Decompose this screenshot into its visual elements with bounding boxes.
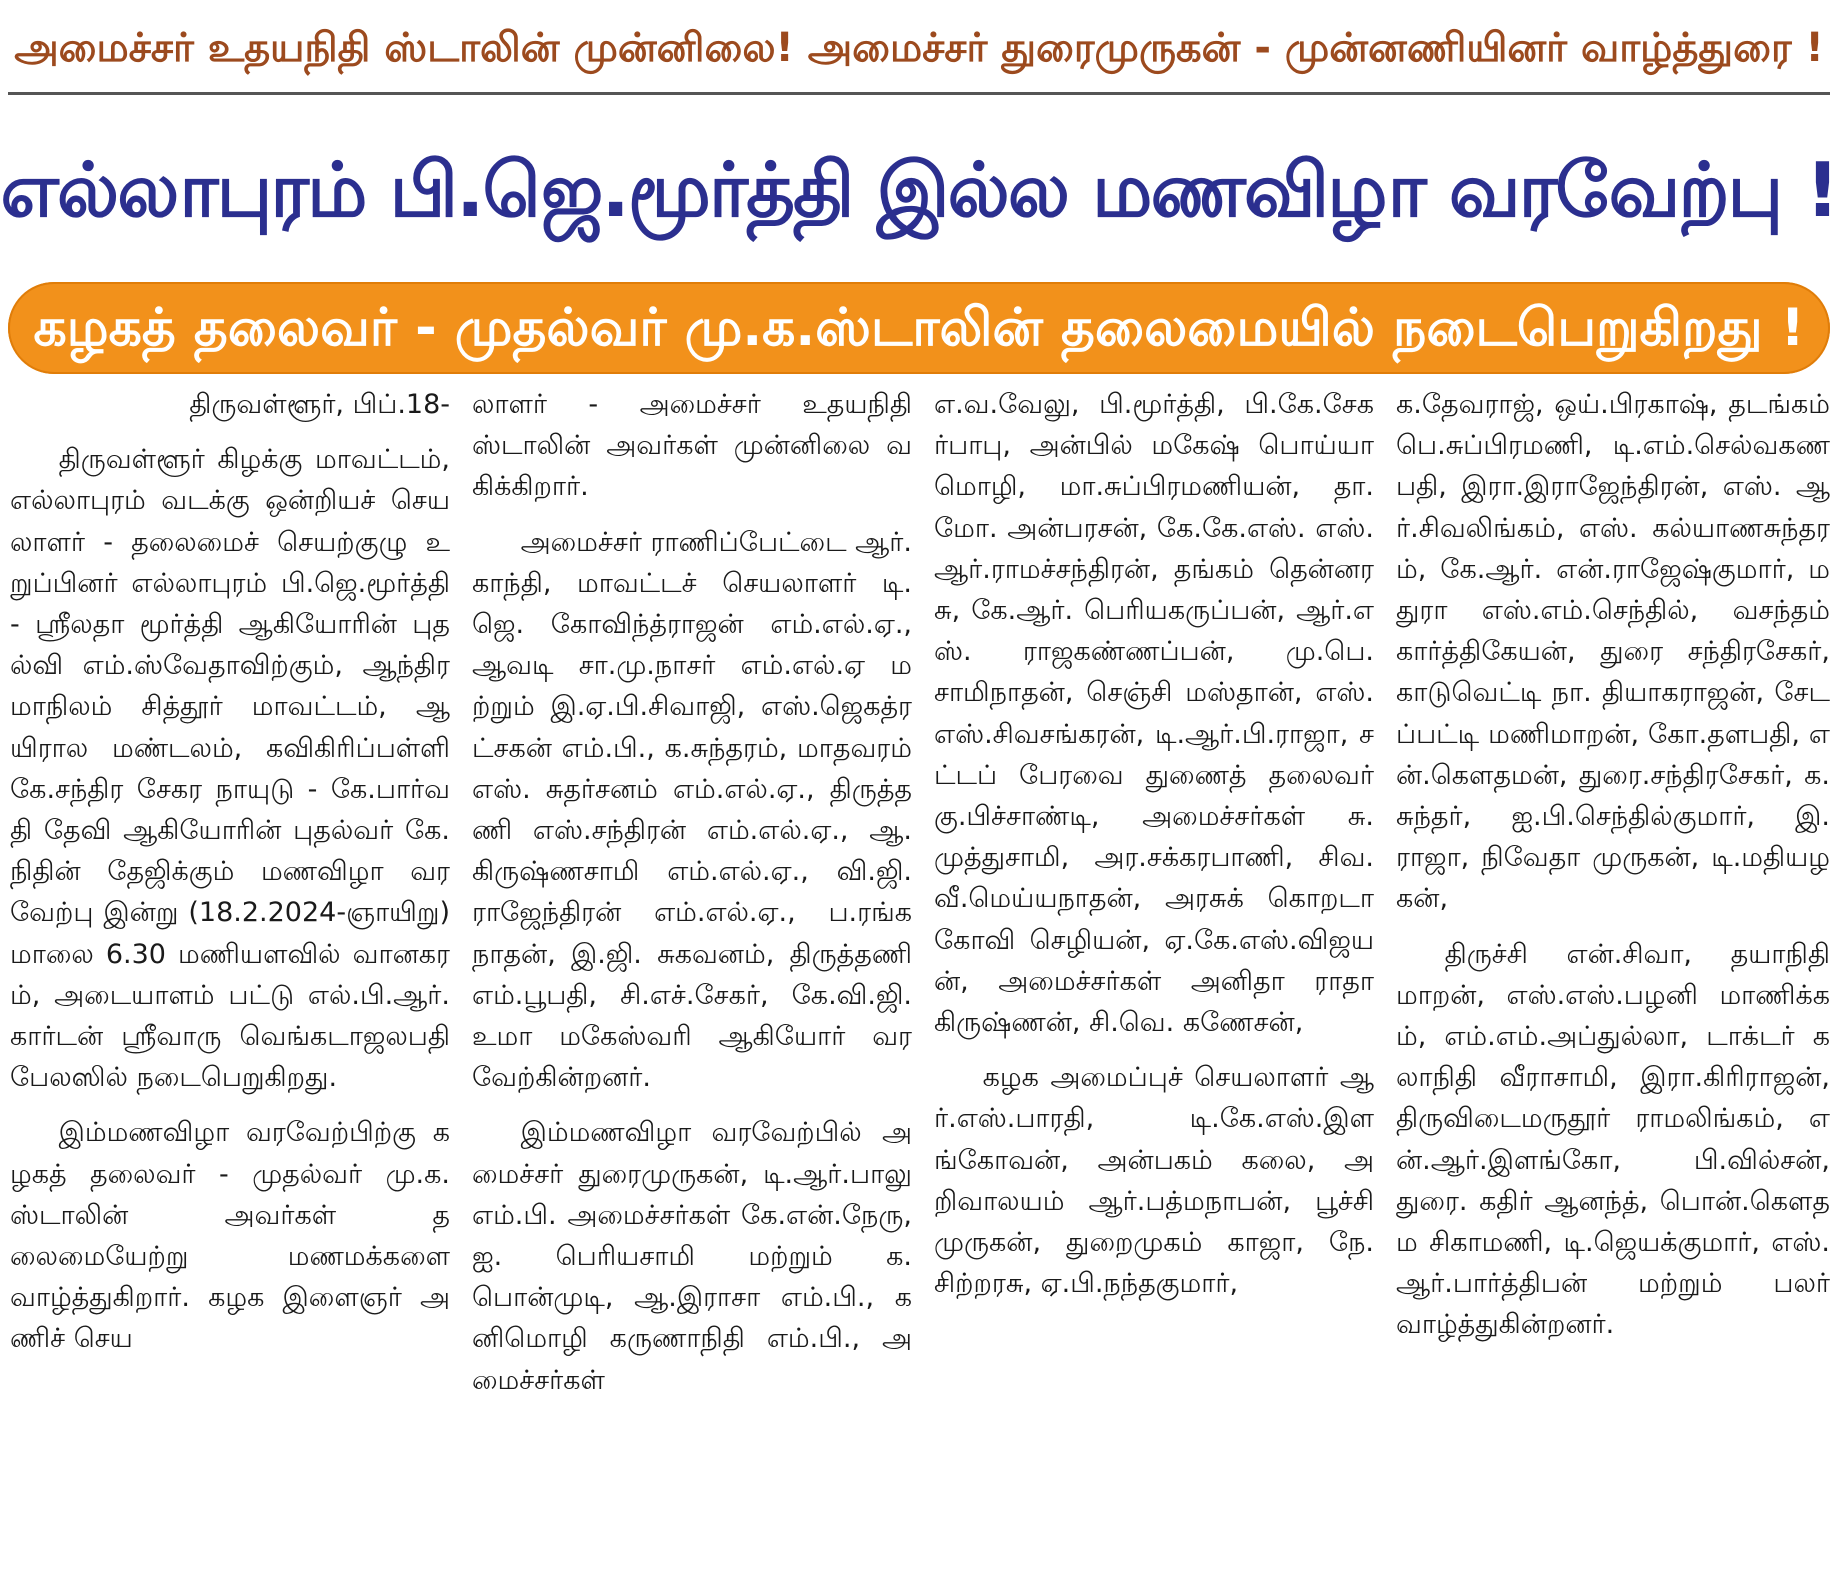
kicker-divider <box>8 92 1830 95</box>
article-column-4 <box>1396 384 1830 1584</box>
paragraph: கழக அமைப்புச் செயலாளர் ஆர்.எஸ்.பாரதி, டி.கே.எஸ்.இளங்கோவன், அன்பகம் கலை, அறிவாலயம் ஆர்.பத்மநாபன், பூச்சி முருகன், துறைமுகம் காஜா, நே.சிற்றரசு, ஏ.பி.நந்தகுமார், <box>934 1062 1374 1300</box>
article-column-2 <box>472 384 912 1584</box>
paragraph: இம்மணவிழா வரவேற்பில் அமைச்சர் துரைமுருகன், டி.ஆர்.பாலு எம்.பி. அமைச்சர்கள் கே.என்.நேரு, ஐ. பெரியசாமி மற்றும் க.பொன்முடி, ஆ.இராசா எம்.பி., கனிமொழி கருணாநிதி எம்.பி., அமைச்சர்கள் <box>472 1117 912 1396</box>
paragraph: திருச்சி என்.சிவா, தயாநிதி மாறன், எஸ்.எஸ்.பழனி மாணிக்கம், எம்.எம்.அப்துல்லா, டாக்டர் கலாநிதி வீராசாமி, இரா.கிரிராஜன், திருவிடைமருதூர் ராமலிங்கம், என்.ஆர்.இளங்கோ, பி.வில்சன், துரை. கதிர் ஆனந்த், பொன்.கௌதம சிகாமணி, டி.ஜெயக்குமார், எஸ்.ஆர்.பார்த்திபன் மற்றும் பலர் வாழ்த்துகின்றனர். <box>1396 938 1830 1341</box>
paragraph: எ.வ.வேலு, பி.மூர்த்தி, பி.கே.சேகர்பாபு, அன்பில் மகேஷ் பொய்யா மொழி, மா.சுப்பிரமணியன், தா.மோ. அன்பரசன், கே.கே.எஸ். எஸ்.ஆர்.ராமச்சந்திரன், தங்கம் தென்னரசு, கே.ஆர். பெரியகருப்பன், ஆர்.எஸ். ராஜகண்ணப்பன், மு.பெ. சாமிநாதன், செஞ்சி மஸ்தான், எஸ்.எஸ்.சிவசங்கரன், டி.ஆர்.பி.ராஜா, சட்டப் பேரவை துணைத் தலைவர் கு.பிச்சாண்டி, அமைச்சர்கள் சு.முத்துசாமி, அர.சக்கரபாணி, சிவ.வீ.மெய்யநாதன், அரசுக் கொறடா கோவி செழியன், ஏ.கே.எஸ்.விஜயன், அமைச்சர்கள் அனிதா ராதா கிருஷ்ணன், சி.வெ. கணேசன், <box>934 389 1374 1039</box>
subheadline-text: கழகத் தலைவர் - முதல்வர் மு.க.ஸ்டாலின் தலைமையில் நடைபெறுகிறது ! <box>33 298 1805 358</box>
article-column-1 <box>10 384 450 1584</box>
article-column-3 <box>934 384 1374 1584</box>
dateline: திருவள்ளூர், பிப்.18- <box>189 389 450 420</box>
paragraph: லாளர் - அமைச்சர் உதயநிதி ஸ்டாலின் அவர்கள் முன்னிலை வகிக்கிறார். <box>472 389 912 503</box>
paragraph: இம்மணவிழா வரவேற்பிற்கு கழகத் தலைவர் - முதல்வர் மு.க.ஸ்டாலின் அவர்கள் தலைமையேற்று மணமக்களை வாழ்த்துகிறார். கழக இளைஞர் அணிச் செய <box>10 1117 450 1355</box>
headline: எல்லாபுரம் பி.ஜெ.மூர்த்தி இல்ல மணவிழா வரவேற்பு ! <box>0 146 1838 234</box>
paragraph: அமைச்சர் ராணிப்பேட்டை ஆர்.காந்தி, மாவட்டச் செயலாளர் டி.ஜெ. கோவிந்த்ராஜன் எம்.எல்.ஏ., ஆவடி சா.மு.நாசர் எம்.எல்.ஏ மற்றும் இ.ஏ.பி.சிவாஜி, எஸ்.ஜெகத்ரட்சகன் எம்.பி., க.சுந்தரம், மாதவரம் எஸ். சுதர்சனம் எம்.எல்.ஏ., திருத்தணி எஸ்.சந்திரன் எம்.எல்.ஏ., ஆ.கிருஷ்ணசாமி எம்.எல்.ஏ., வி.ஜி. ராஜேந்திரன் எம்.எல்.ஏ., ப.ரங்கநாதன், இ.ஜி. சுகவனம், திருத்தணி எம்.பூபதி, சி.எச்.சேகர், கே.வி.ஜி. உமா மகேஸ்வரி ஆகியோர் வரவேற்கின்றனர். <box>472 526 912 1094</box>
paragraph: க.தேவராஜ், ஒய்.பிரகாஷ், தடங்கம் பெ.சுப்பிரமணி, டி.எம்.செல்வகணபதி, இரா.இராஜேந்திரன், எஸ். ஆர்.சிவலிங்கம், எஸ். கல்யாணசுந்தரம், கே.ஆர். என்.ராஜேஷ்குமார், மதுரா எஸ்.எம்.செந்தில், வசந்தம் கார்த்திகேயன், துரை சந்திரசேகர், காடுவெட்டி நா. தியாகராஜன், சேடப்பட்டி மணிமாறன், கோ.தளபதி, என்.கௌதமன், துரை.சந்திரசேகர், க.சுந்தர், ஐ.பி.செந்தில்குமார், இ.ராஜா, நிவேதா முருகன், டி.மதியழகன், <box>1396 389 1830 915</box>
kicker-line: அமைச்சர் உதயநிதி ஸ்டாலின் முன்னிலை! அமைச்சர் துரைமுருகன் - முன்னணியினர் வாழ்த்துரை ! <box>14 25 1824 71</box>
subheadline-banner <box>8 282 1830 374</box>
paragraph: திருவள்ளூர் கிழக்கு மாவட்டம், எல்லாபுரம் வடக்கு ஒன்றியச் செயலாளர் - தலைமைச் செயற்குழு உறுப்பினர் எல்லாபுரம் பி.ஜெ.மூர்த்தி - ஸ்ரீலதா மூர்த்தி ஆகியோரின் புதல்வி எம்.ஸ்வேதாவிற்கும், ஆந்திர மாநிலம் சித்தூர் மாவட்டம், ஆயிரால மண்டலம், கவிகிரிப்பள்ளி கே.சந்திர சேகர நாயுடு - கே.பார்வதி தேவி ஆகியோரின் புதல்வர் கே.நிதின் தேஜிக்கும் மணவிழா வரவேற்பு இன்று (18.2.2024-ஞாயிறு) மாலை 6.30 மணியளவில் வானகரம், அடையாளம் பட்டு எல்.பி.ஆர். கார்டன் ஸ்ரீவாரு வெங்கடாஜலபதி பேலஸில் நடைபெறுகிறது. <box>10 444 450 1094</box>
